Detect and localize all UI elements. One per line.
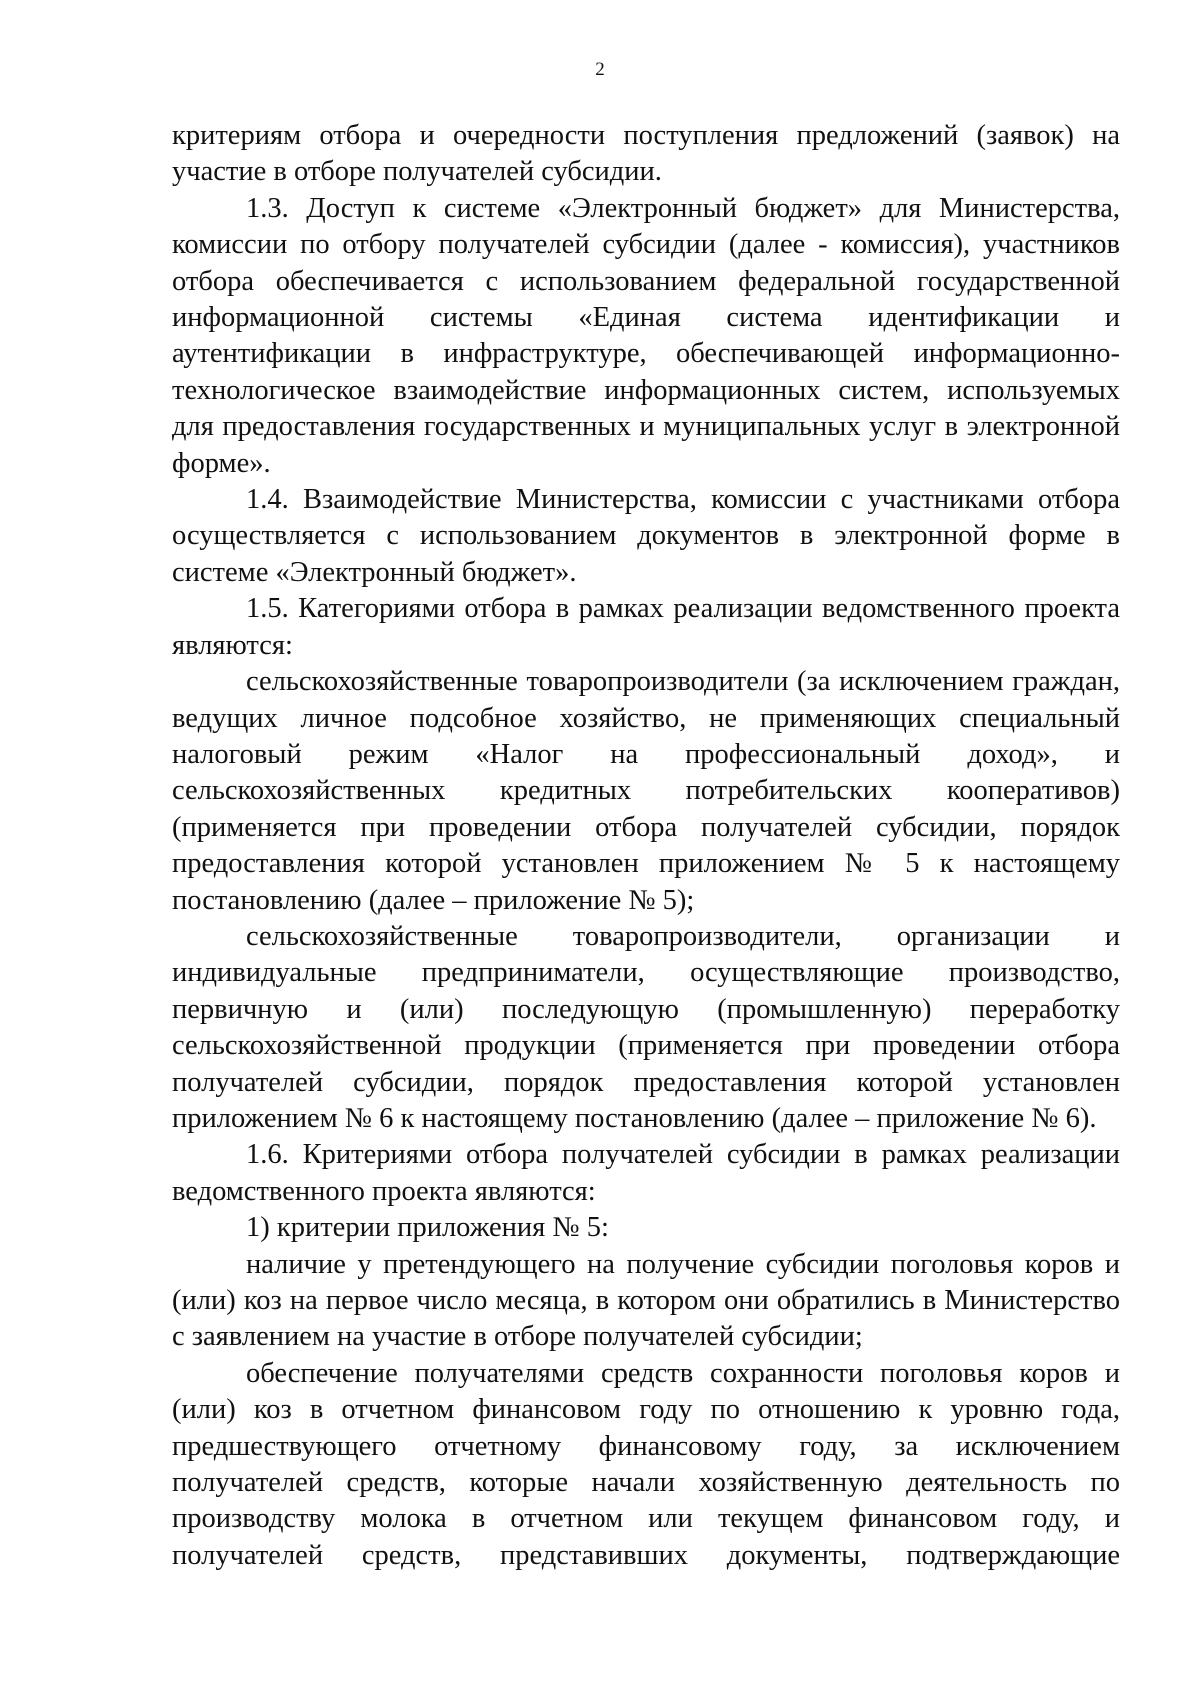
- paragraph-1-3: 1.3. Доступ к системе «Электронный бюджет» для Министерства, комиссии по отбору получателей субсидии (далее - комиссия), участников отбора обеспечивается с использованием федеральной государственной информационной системы «Единая система идентификации и аутентификации в инфраструктуре, обеспечивающей информационно-технологическое взаимодействие информационных систем, используемых для предоставления государственных и муниципальных услуг в электронной форме».: [172, 192, 1120, 479]
- paragraph-continuation: критериям отбора и очередности поступления предложений (заявок) на участие в отборе получателей субсидии.: [172, 120, 1120, 188]
- document-body: [172, 118, 1120, 1574]
- paragraph-1-6: 1.6. Критериями отбора получателей субсидии в рамках реализации ведомственного проекта являются:: [172, 1139, 1120, 1207]
- criterion-livestock-presence: наличие у претендующего на получение субсидии поголовья коров и (или) коз на первое число месяца, в котором они обратились в Министерство с заявлением на участие в отборе получателей субсидии;: [172, 1248, 1120, 1353]
- paragraph-1-5: 1.5. Категориями отбора в рамках реализации ведомственного проекта являются:: [172, 593, 1120, 661]
- page-number: 2: [595, 59, 605, 80]
- category-processors: сельскохозяйственные товаропроизводители, организации и индивидуальные предприниматели, осуществляющие производство, первичную и (или) последующую (промышленную) переработку сельскохозяйственной продукции (применяется при проведении отбора получателей субсидии, порядок предоставления которой установлен приложением № 6 к настоящему постановлению (далее – приложение № 6).: [172, 920, 1120, 1134]
- criteria-appendix-5-heading: 1) критерии приложения № 5:: [246, 1212, 609, 1244]
- paragraph-1-4: 1.4. Взаимодействие Министерства, комиссии с участниками отбора осуществляется с использованием документов в электронной форме в системе «Электронный бюджет».: [172, 484, 1120, 588]
- criterion-livestock-preservation: обеспечение получателями средств сохранности поголовья коров и (или) коз в отчетном финансовом году по отношению к уровню года, предшествующего отчетному финансовому году, за исключением получателей средств, которые начали хозяйственную деятельность по производству молока в отчетном или текущем финансовом году, и получателей средств, представивших документы, подтверждающие: [172, 1357, 1120, 1571]
- category-agricultural-producers: сельскохозяйственные товаропроизводители (за исключением граждан, ведущих личное подсобное хозяйство, не применяющих специальный налоговый режим «Налог на профессиональный доход», и сельскохозяйственных кредитных потребительских кооперативов) (применяется при проведении отбора получателей субсидии, порядок предоставления которой установлен приложением № 5 к настоящему постановлению (далее – приложение № 5);: [172, 666, 1120, 916]
